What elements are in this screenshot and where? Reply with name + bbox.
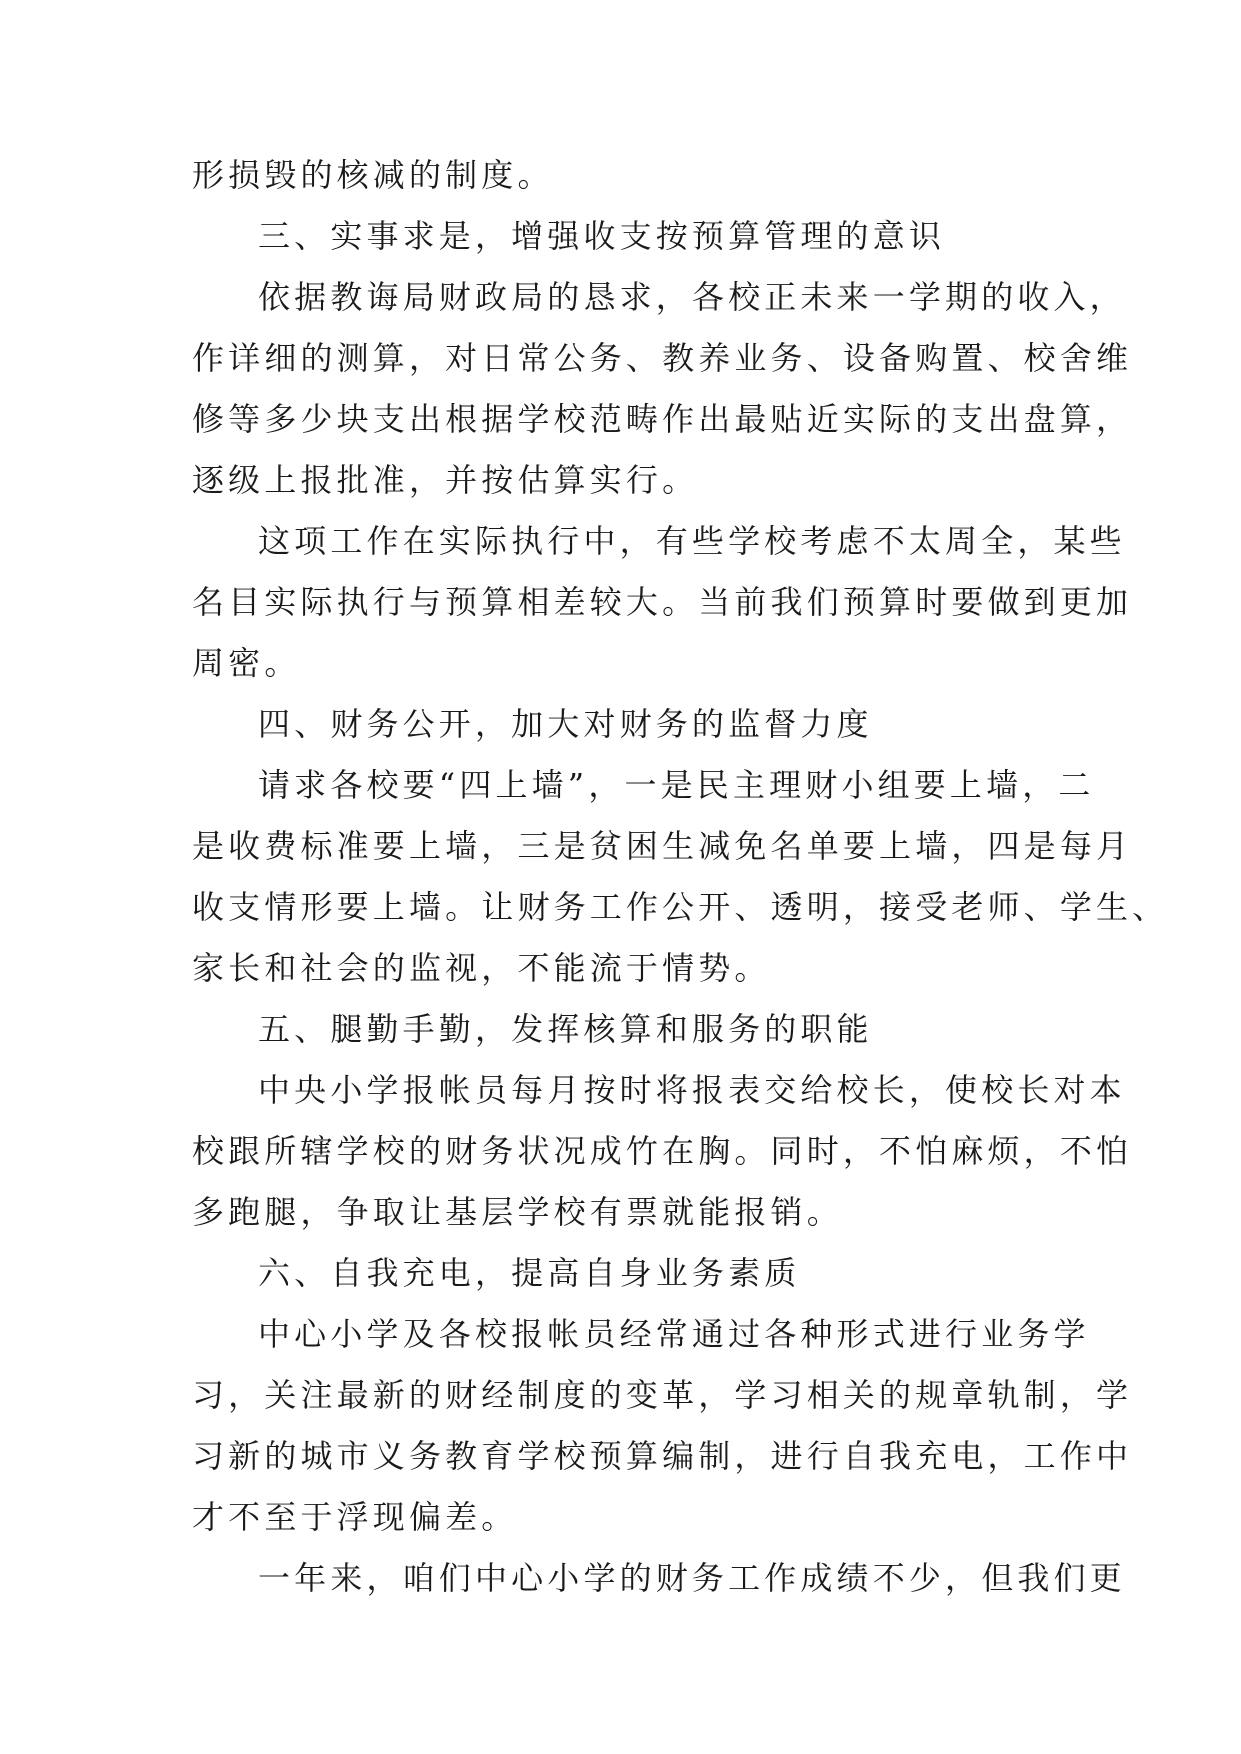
text-line: 收支情形要上墙。让财务工作公开、透明，接受老师、学生、	[192, 888, 1169, 926]
text-line: 形损毁的核减的制度。	[192, 156, 554, 194]
text-line: 习新的城市义务教育学校预算编制，进行自我充电，工作中	[192, 1437, 1133, 1475]
section-heading: 六、自我充电，提高自身业务素质	[258, 1254, 801, 1292]
text-line: 这项工作在实际执行中，有些学校考虑不太周全，某些	[258, 522, 1126, 560]
text-line: 请求各校要“四上墙”，一是民主理财小组要上墙，二	[258, 766, 1095, 804]
section-heading: 五、腿勤手勤，发挥核算和服务的职能	[258, 1010, 873, 1048]
text-line: 中央小学报帐员每月按时将报表交给校长，使校长对本	[258, 1071, 1126, 1109]
text-line: 修等多少块支出根据学校范畴作出最贴近实际的支出盘算，	[192, 400, 1133, 438]
text-line: 依据教诲局财政局的恳求，各校正未来一学期的收入，	[258, 278, 1126, 316]
text-line: 家长和社会的监视，不能流于情势。	[192, 949, 771, 987]
text-line: 一年来，咱们中心小学的财务工作成绩不少，但我们更	[258, 1559, 1126, 1597]
text-line: 习，关注最新的财经制度的变革，学习相关的规章轨制，学	[192, 1376, 1133, 1414]
text-line: 周密。	[192, 644, 301, 682]
text-line: 逐级上报批准，并按估算实行。	[192, 461, 699, 499]
text-line: 中心小学及各校报帐员经常通过各种形式进行业务学	[258, 1315, 1090, 1353]
section-heading: 三、实事求是，增强收支按预算管理的意识	[258, 217, 946, 255]
text-line: 是收费标准要上墙，三是贫困生减免名单要上墙，四是每月	[192, 827, 1133, 865]
text-line: 名目实际执行与预算相差较大。当前我们预算时要做到更加	[192, 583, 1133, 621]
text-line: 才不至于浮现偏差。	[192, 1498, 518, 1536]
section-heading: 四、财务公开，加大对财务的监督力度	[258, 705, 873, 743]
text-line: 多跑腿，争取让基层学校有票就能报销。	[192, 1193, 843, 1231]
text-line: 作详细的测算，对日常公务、教养业务、设备购置、校舍维	[192, 339, 1133, 377]
text-line: 校跟所辖学校的财务状况成竹在胸。同时，不怕麻烦，不怕	[192, 1132, 1133, 1170]
